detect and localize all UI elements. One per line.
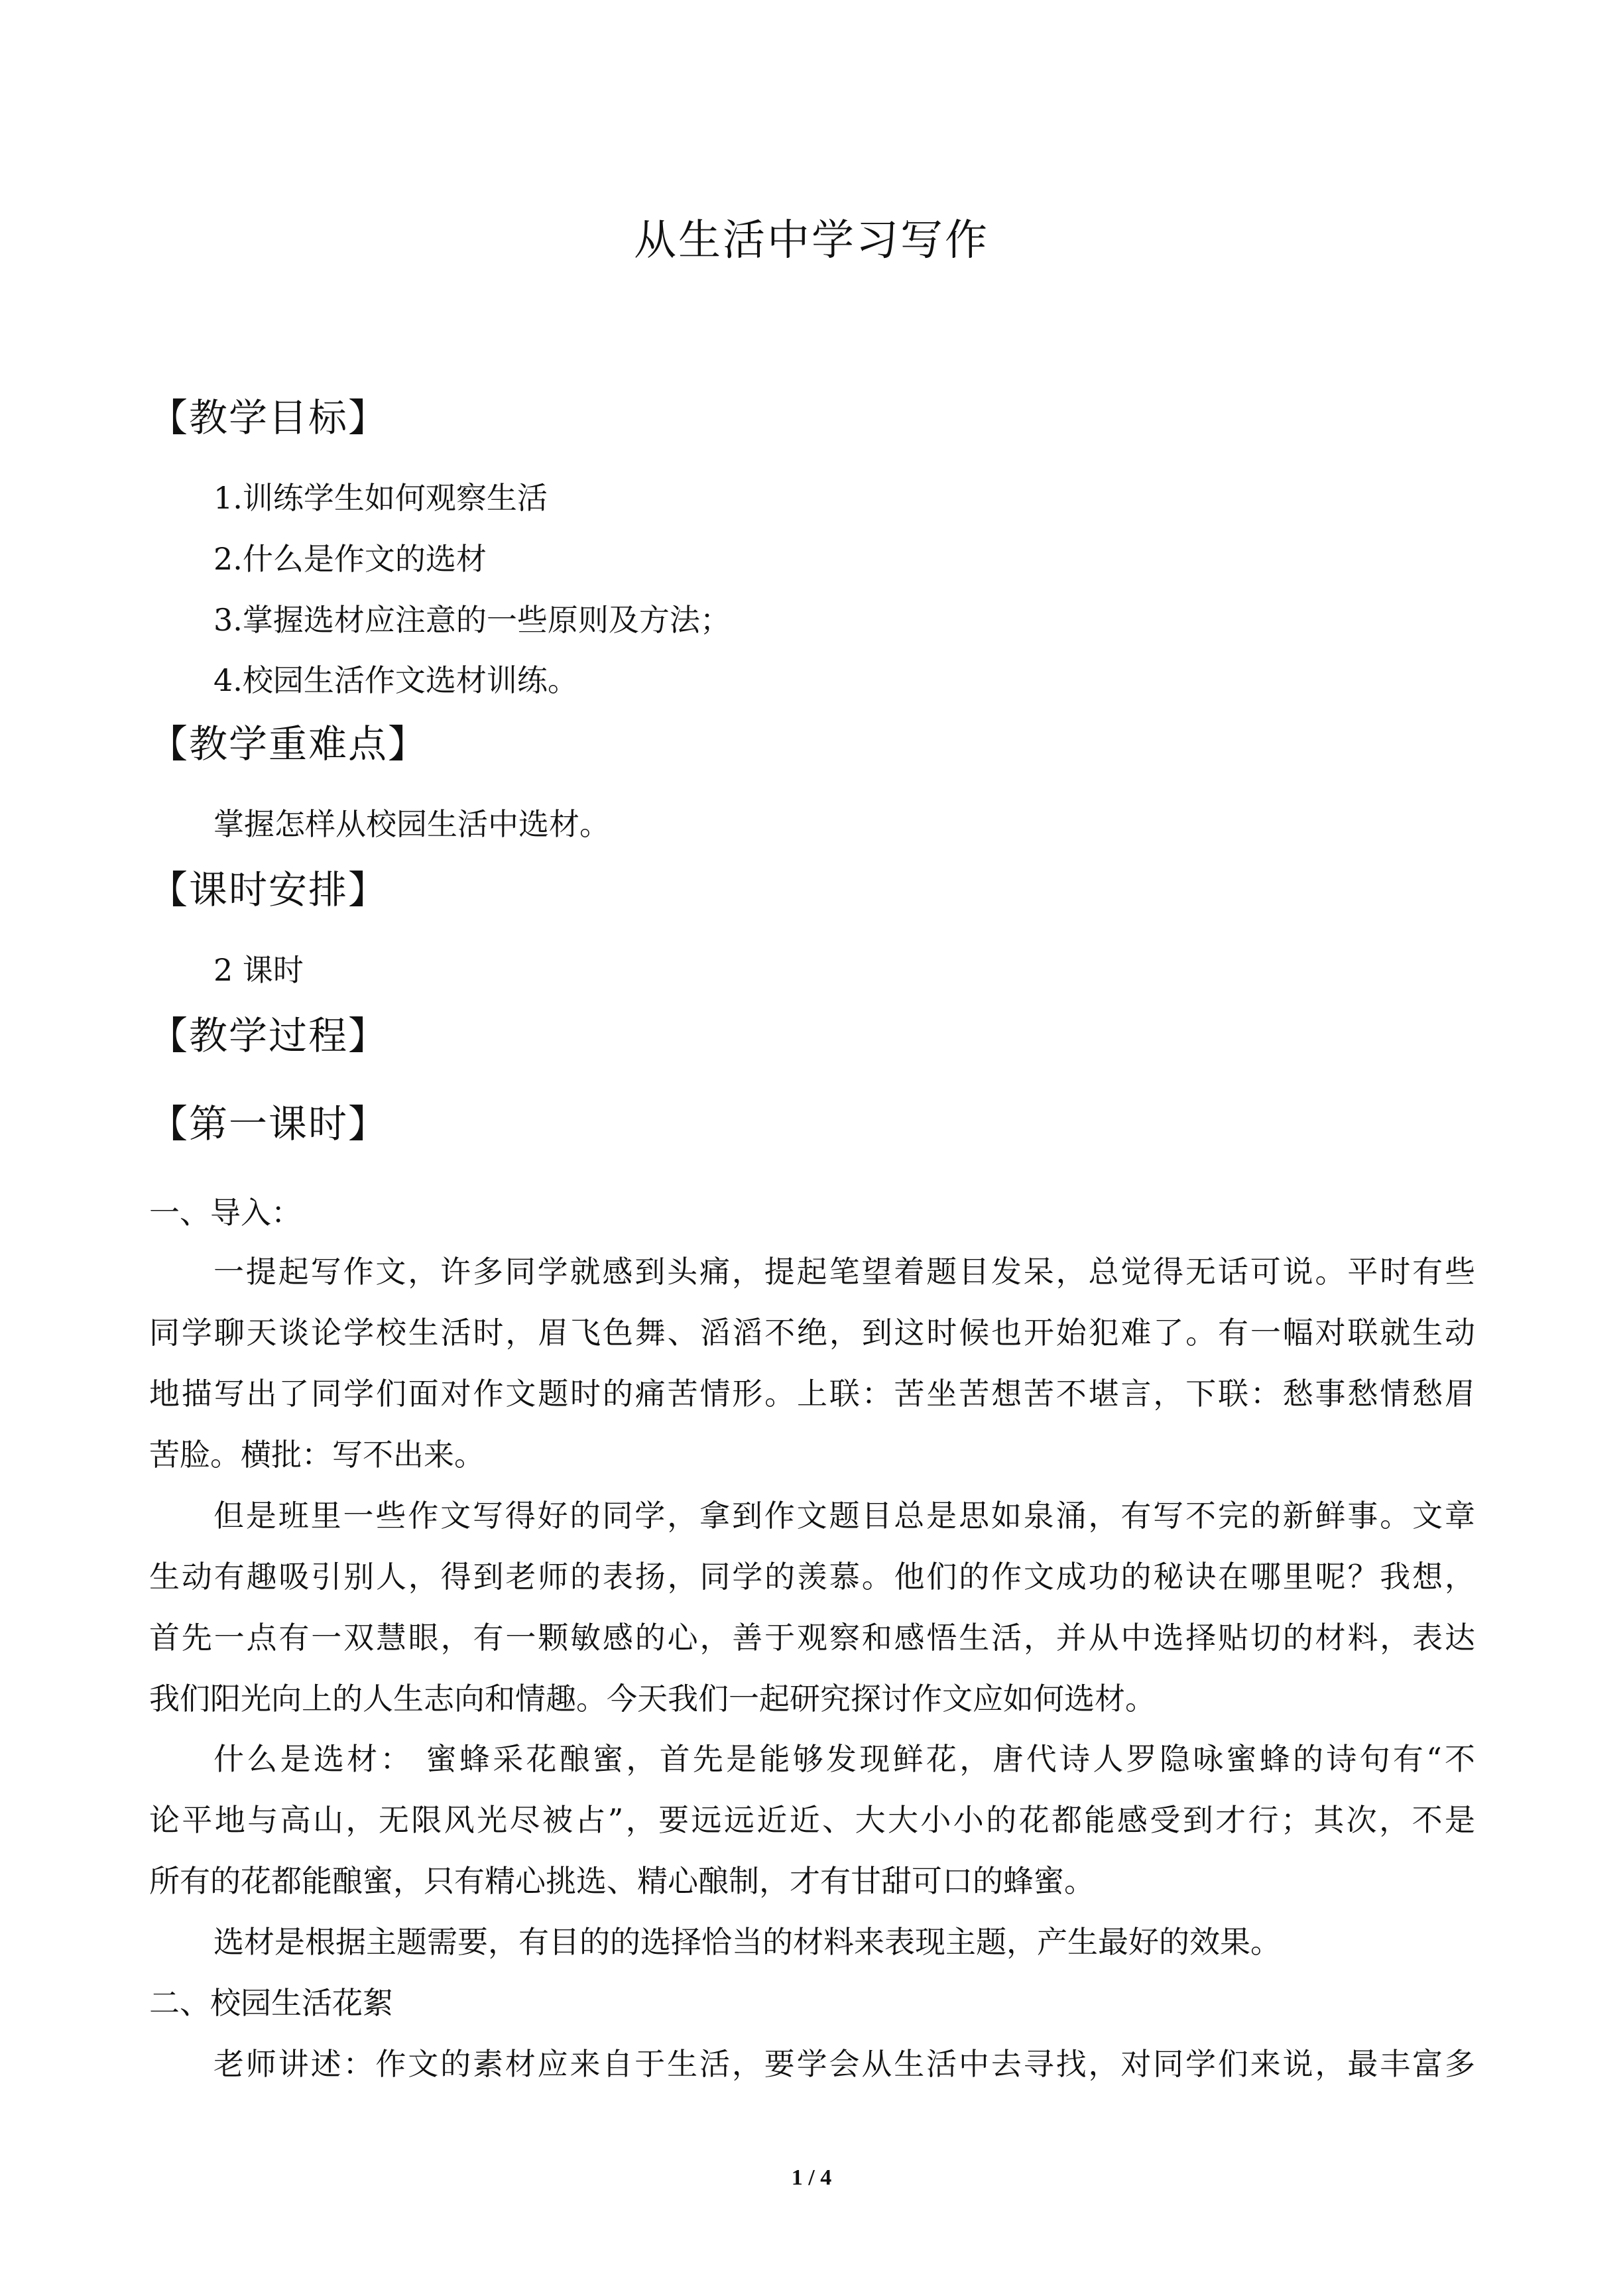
objective-item-1: 1.训练学生如何观察生活 — [213, 480, 548, 516]
paragraph-1-line-3: 地描写出了同学们面对作文题时的痛苦情形。上联：苦坐苦想苦不堪言，下联：愁事愁情愁眉 — [149, 1376, 1475, 1412]
paragraph-2-line-2: 生动有趣吸引别人，得到老师的表扬，同学的羡慕。他们的作文成功的秘诀在哪里呢？我想， — [149, 1559, 1475, 1595]
key-points-text: 掌握怎样从校园生活中选材。 — [213, 806, 610, 842]
paragraph-2-line-3: 首先一点有一双慧眼，有一颗敏感的心，善于观察和感悟生活，并从中选择贴切的材料，表达 — [149, 1620, 1475, 1656]
paragraph-1-line-2: 同学聊天谈论学校生活时，眉飞色舞、滔滔不绝，到这时候也开始犯难了。有一幅对联就生动 — [149, 1315, 1475, 1351]
paragraph-5-line-1: 老师讲述：作文的素材应来自于生活，要学会从生活中去寻找，对同学们来说，最丰富多 — [213, 2046, 1475, 2082]
document-title: 从生活中学习写作 — [634, 216, 989, 265]
objective-item-3: 3.掌握选材应注意的一些原则及方法； — [213, 602, 731, 638]
heading-key-points: 【教学重难点】 — [149, 721, 428, 766]
schedule-text: 2 课时 — [213, 952, 304, 988]
page-number: 1 / 4 — [791, 2165, 832, 2190]
heading-process: 【教学过程】 — [149, 1013, 389, 1058]
objective-item-2: 2.什么是作文的选材 — [213, 541, 487, 577]
section-2-heading: 二、校园生活花絮 — [149, 1985, 393, 2021]
paragraph-1-line-1: 一提起写作文，许多同学就感到头痛，提起笔望着题目发呆，总觉得无话可说。平时有些 — [213, 1254, 1475, 1290]
heading-schedule: 【课时安排】 — [149, 867, 389, 912]
paragraph-2-line-1: 但是班里一些作文写得好的同学，拿到作文题目总是思如泉涌，有写不完的新鲜事。文章 — [213, 1498, 1475, 1534]
paragraph-3-line-1: 什么是选材： 蜜蜂采花酿蜜，首先是能够发现鲜花，唐代诗人罗隐咏蜜蜂的诗句有“不 — [213, 1741, 1475, 1777]
paragraph-3-line-3: 所有的花都能酿蜜，只有精心挑选、精心酿制，才有甘甜可口的蜂蜜。 — [149, 1863, 1095, 1899]
heading-objectives: 【教学目标】 — [149, 395, 389, 440]
paragraph-2-line-4: 我们阳光向上的人生志向和情趣。今天我们一起研究探讨作文应如何选材。 — [149, 1681, 1156, 1717]
objective-item-4: 4.校园生活作文选材训练。 — [213, 662, 578, 698]
heading-first-lesson: 【第一课时】 — [149, 1101, 389, 1146]
paragraph-3-line-2: 论平地与高山，无限风光尽被占”，要远远近近、大大小小的花都能感受到才行；其次，不是 — [149, 1802, 1475, 1838]
paragraph-4: 选材是根据主题需要，有目的的选择恰当的材料来表现主题，产生最好的效果。 — [213, 1924, 1281, 1960]
paragraph-1-line-4: 苦脸。横批：写不出来。 — [149, 1437, 485, 1473]
section-1-heading: 一、导入： — [149, 1195, 302, 1231]
